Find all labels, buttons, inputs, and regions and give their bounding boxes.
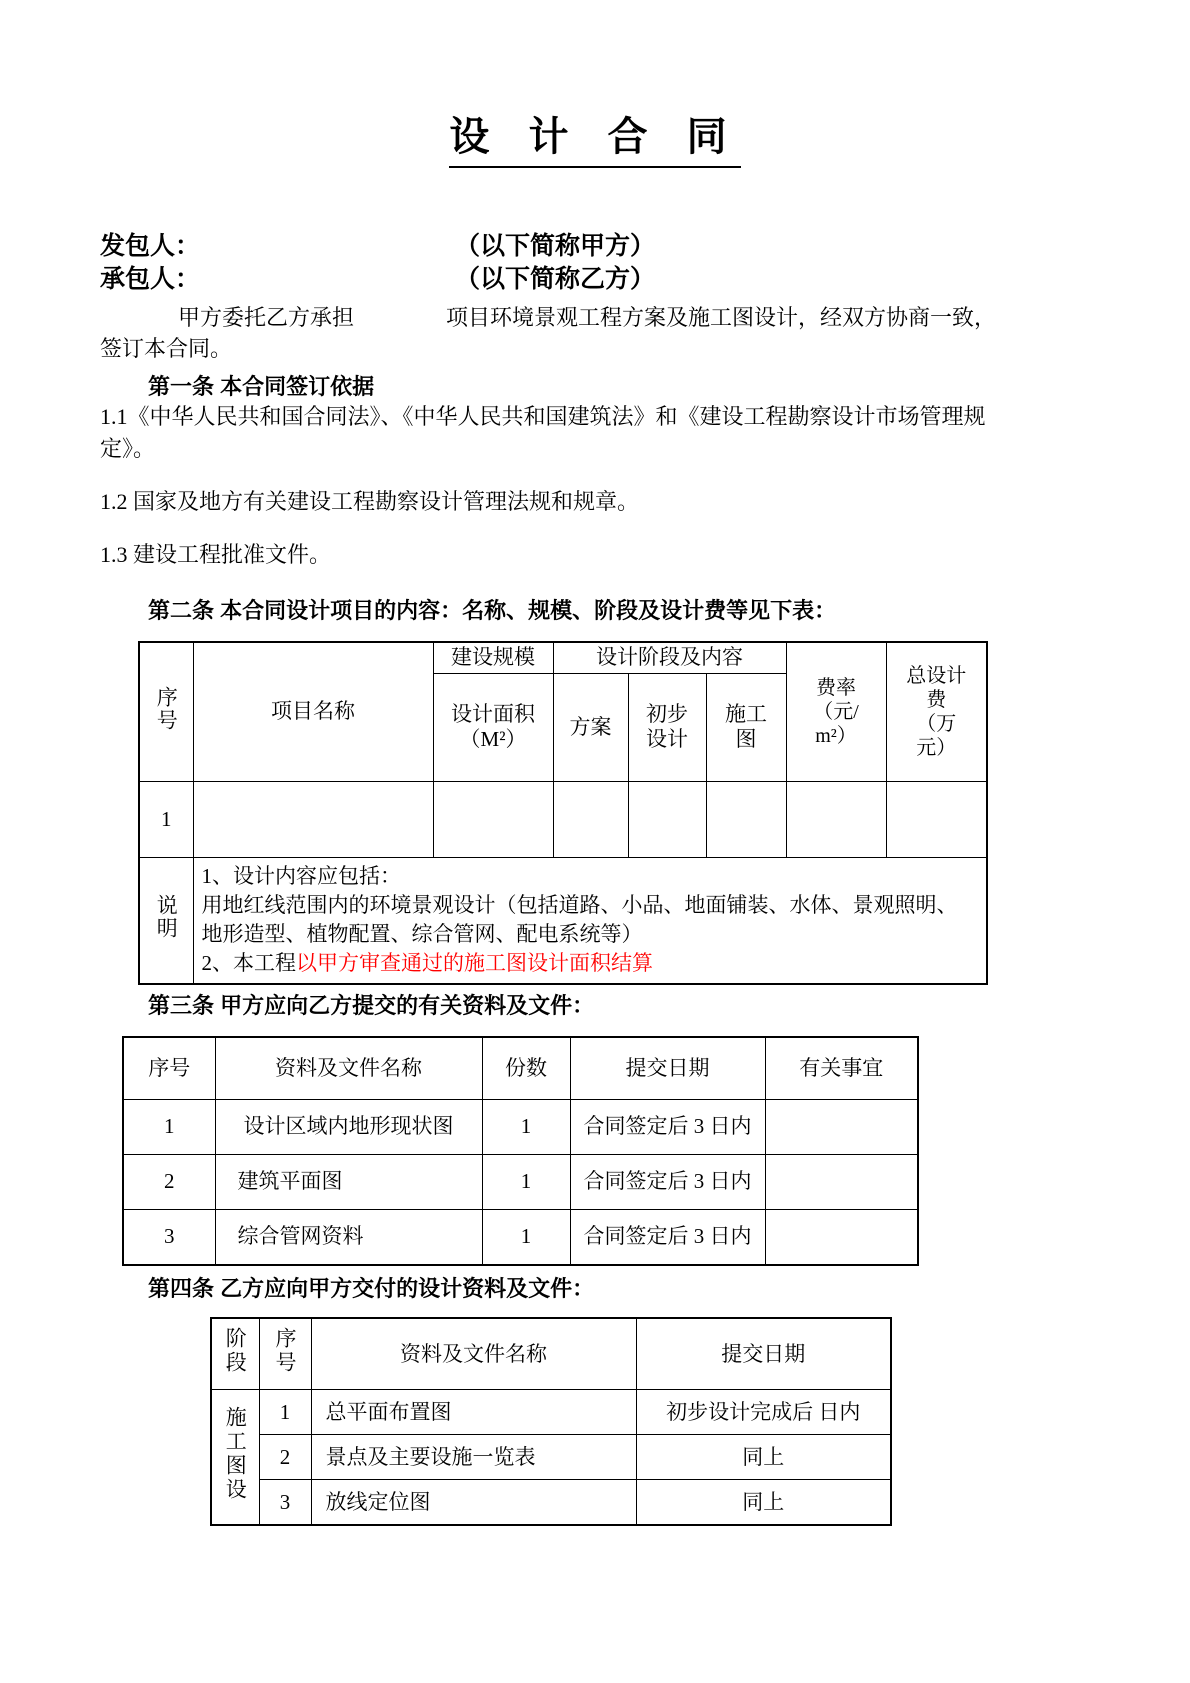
th3-stage-text: 阶段 [223,1327,248,1376]
th2-copies: 份数 [482,1037,570,1099]
th-rate-l2: （元/ [813,701,859,723]
intro-part2: 项目环境景观工程方案及施工图设计，经双方协商一致， [446,305,997,330]
th-rate [786,642,886,781]
th-design-area-l1: 设计面积 [451,701,535,726]
table-row [211,1480,891,1526]
th-preliminary-l1: 初步 [646,701,688,726]
td-scheme[interactable] [553,781,628,857]
td3-date: 同上 [636,1435,891,1480]
clause-3-title: 第三条 甲方应向乙方提交的有关资料及文件： [148,993,595,1019]
notes-content [193,857,987,984]
th2-name: 资料及文件名称 [215,1037,482,1099]
notes-label [139,857,193,984]
th-total-fee-l3: （万 [916,713,957,735]
td2-date: 合同签定后 3 日内 [570,1099,765,1154]
td-total-fee[interactable] [886,781,987,857]
notes-line-4-red: 以甲方审查通过的施工图设计面积结算 [296,950,653,975]
th-total-fee-l4: 元） [916,737,957,759]
clause-1-1 [100,401,1090,463]
intro-part3: 签订本合同。 [100,336,233,362]
design-project-table [138,641,988,985]
th-preliminary [628,673,706,781]
td-preliminary[interactable] [628,781,706,857]
th-stage-group: 设计阶段及内容 [553,642,786,673]
clause-4-title: 第四条 乙方应向甲方交付的设计资料及文件： [148,1275,595,1301]
table-row [123,1209,918,1265]
th3-seq-text: 序号 [273,1327,298,1376]
th-total-fee-l2: 费 [926,689,947,711]
th-seq [139,642,193,781]
th-seq-text: 序号 [154,685,179,732]
table1-wrapper [100,641,1090,985]
th-construction [706,673,786,781]
notes-line-1: 1、设计内容应包括： [201,863,401,888]
td3-seq: 1 [259,1390,311,1435]
td2-name: 综合管网资料 [215,1209,482,1265]
td3-date: 同上 [636,1480,891,1526]
td2-name: 建筑平面图 [215,1154,482,1209]
intro-part1: 甲方委托乙方承担 [178,305,355,330]
clause-2-title: 第二条 本合同设计项目的内容：名称、规模、阶段及设计费等见下表： [148,598,837,624]
td-seq: 1 [139,781,193,857]
th3-stage [211,1318,259,1390]
td2-seq: 3 [123,1209,215,1265]
table-row [139,781,987,857]
td3-name: 景点及主要设施一览表 [311,1435,636,1480]
table-row [211,1435,891,1480]
th-rate-l1: 费率 [816,677,857,699]
td3-stage [211,1390,259,1526]
th2-date: 提交日期 [570,1037,765,1099]
th-scale-group: 建设规模 [433,642,553,673]
table3-header-row [211,1318,891,1390]
contractor-alias: （以下简称乙方） [455,265,656,293]
employer-alias: （以下简称甲方） [455,232,656,260]
td3-seq: 3 [259,1480,311,1526]
td2-copies: 1 [482,1154,570,1209]
td3-date: 初步设计完成后 日内 [636,1390,891,1435]
contractor-label: 承包人： [100,265,201,293]
notes-line-2: 用地红线范围内的环境景观设计（包括道路、小品、地面铺装、水体、景观照明、 [201,892,958,917]
td2-seq: 2 [123,1154,215,1209]
clause-1-1-line2: 定》。 [100,435,156,461]
th-rate-l3: m²） [815,725,857,747]
clause-1-2: 1.2 国家及地方有关建设工程勘察设计管理法规和规章。 [100,488,640,514]
td2-remark[interactable] [765,1209,918,1265]
intro-paragraph [100,302,1090,364]
td2-name: 设计区域内地形现状图 [215,1099,482,1154]
th2-seq: 序号 [123,1037,215,1099]
th-scheme: 方案 [553,673,628,781]
parties-block [100,230,1090,296]
td2-date: 合同签定后 3 日内 [570,1209,765,1265]
td-construction[interactable] [706,781,786,857]
td3-name: 总平面布置图 [311,1390,636,1435]
td3-seq: 2 [259,1435,311,1480]
th-design-area-l2: （M²） [459,727,527,752]
employer-documents-table [122,1036,919,1266]
employer-row [100,230,1090,263]
table1-header-row-1 [139,642,987,673]
th-total-fee-l1: 总设计 [906,665,967,687]
th-construction-l2: 图 [735,727,757,752]
td2-date: 合同签定后 3 日内 [570,1154,765,1209]
td2-remark[interactable] [765,1154,918,1209]
td-project-name[interactable] [193,781,433,857]
clause-1-3: 1.3 建设工程批准文件。 [100,542,332,568]
table2-wrapper [100,1036,1090,1266]
notes-line-4 [202,949,981,978]
td2-seq: 1 [123,1099,215,1154]
table-row [211,1390,891,1435]
notes-label-text: 说明 [154,894,179,941]
contractor-row [100,263,1090,296]
th3-date: 提交日期 [636,1318,891,1390]
td-rate[interactable] [786,781,886,857]
table-row [123,1154,918,1209]
td3-stage-text: 施工图设 [223,1406,248,1503]
td2-remark[interactable] [765,1099,918,1154]
employer-label: 发包人： [100,232,201,260]
th3-seq [259,1318,311,1390]
th-construction-l1: 施工 [725,701,767,726]
th-preliminary-l2: 设计 [646,727,688,752]
th-project-name: 项目名称 [193,642,433,781]
table3-wrapper [100,1317,1090,1527]
th-total-fee [886,642,987,781]
page-title [100,0,1090,168]
table1-notes-row [139,857,987,984]
th2-remark: 有关事宜 [765,1037,918,1099]
page-title-text: 设 计 合 同 [449,105,740,168]
notes-line-4-black: 2、本工程 [201,950,296,975]
notes-line-3: 地形造型、植物配置、综合管网、配电系统等） [201,921,643,946]
clause-1-1-line1: 1.1《中华人民共和国合同法》、《中华人民共和国建筑法》和《建设工程勘察设计市场管理规 [100,404,986,430]
contractor-deliverables-table [210,1317,892,1527]
table2-header-row [123,1037,918,1099]
clause-1-title: 第一条 本合同签订依据 [148,374,375,400]
th-design-area [433,673,553,781]
td-design-area[interactable] [433,781,553,857]
td2-copies: 1 [482,1209,570,1265]
table-row [123,1099,918,1154]
th3-name: 资料及文件名称 [311,1318,636,1390]
td3-name: 放线定位图 [311,1480,636,1526]
td2-copies: 1 [482,1099,570,1154]
